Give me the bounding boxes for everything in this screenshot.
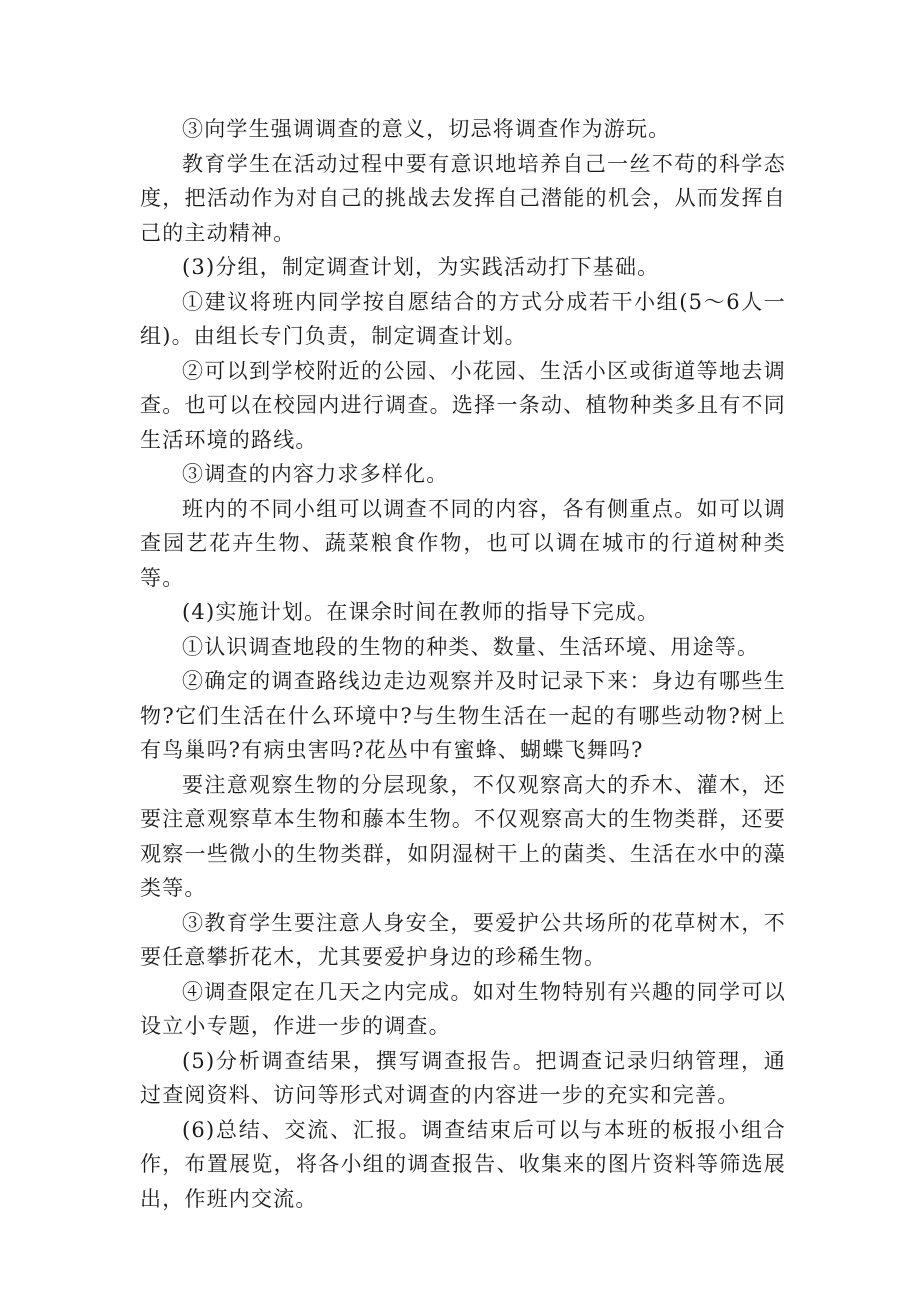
paragraph-step-4-implement: (4)实施计划。在课余时间在教师的指导下完成。: [182, 600, 660, 624]
paragraph-scientific-attitude: 教育学生在活动过程中要有意识地培养自己一丝不苟的科学态度，把活动作为对自己的挑战去发挥自己潜能的机会，从而发挥自己的主动精神。: [140, 151, 786, 245]
paragraph-layering-observation: 要注意观察生物的分层现象，不仅观察高大的乔木、灌木，还要注意观察草本生物和藤本生物。不仅观察高大的生物类群，还要观察一些微小的生物类群，如阴湿树干上的菌类、生活在水中的藻类等。: [140, 772, 786, 900]
paragraph-emphasize-purpose: ③向学生强调调查的意义，切忌将调查作为游玩。: [182, 117, 671, 141]
paragraph-time-limit: ④调查限定在几天之内完成。如对生物特别有兴趣的同学可以设立小专题，作进一步的调查。: [140, 979, 786, 1038]
paragraph-record-observations: ②确定的调查路线边走边观察并及时记录下来：身边有哪些生物?它们生活在什么环境中?与生物生活在一起的有哪些动物?树上有鸟巢吗?有病虫害吗?花丛中有蜜蜂、蝴蝶飞舞吗?: [140, 669, 786, 762]
paragraph-survey-locations: ②可以到学校附近的公园、小花园、生活小区或街道等地去调查。也可以在校园内进行调查。选择一条动、植物种类多且有不同生活环境的路线。: [140, 358, 786, 452]
paragraph-step-6-summary: (6)总结、交流、汇报。调查结束后可以与本班的板报小组合作，布置展览，将各小组的调查报告、收集来的图片资料等筛选展出，作班内交流。: [140, 1117, 786, 1211]
paragraph-step-3-grouping: (3)分组，制定调查计划，为实践活动打下基础。: [182, 255, 660, 279]
paragraph-group-focus: 班内的不同小组可以调查不同的内容，各有侧重点。如可以调查园艺花卉生物、蔬菜粮食作物，也可以调在城市的行道树种类等。: [140, 496, 786, 590]
document-body: [140, 112, 786, 1216]
paragraph-diversify-content: ③调查的内容力求多样化。: [182, 462, 449, 486]
paragraph-identify-species: ①认识调查地段的生物的种类、数量、生活环境、用途等。: [182, 634, 760, 659]
paragraph-safety: ③教育学生要注意人身安全，要爱护公共场所的花草树木，不要任意攀折花木，尤其要爱护身边的珍稀生物。: [140, 910, 786, 969]
paragraph-group-suggestion: ①建议将班内同学按自愿结合的方式分成若干小组(5～6人一组)。由组长专门负责，制定调查计划。: [140, 289, 786, 348]
paragraph-step-5-analysis: (5)分析调查结果，撰写调查报告。把调查记录归纳管理，通过查阅资料、访问等形式对调查的内容进一步的充实和完善。: [140, 1048, 786, 1107]
